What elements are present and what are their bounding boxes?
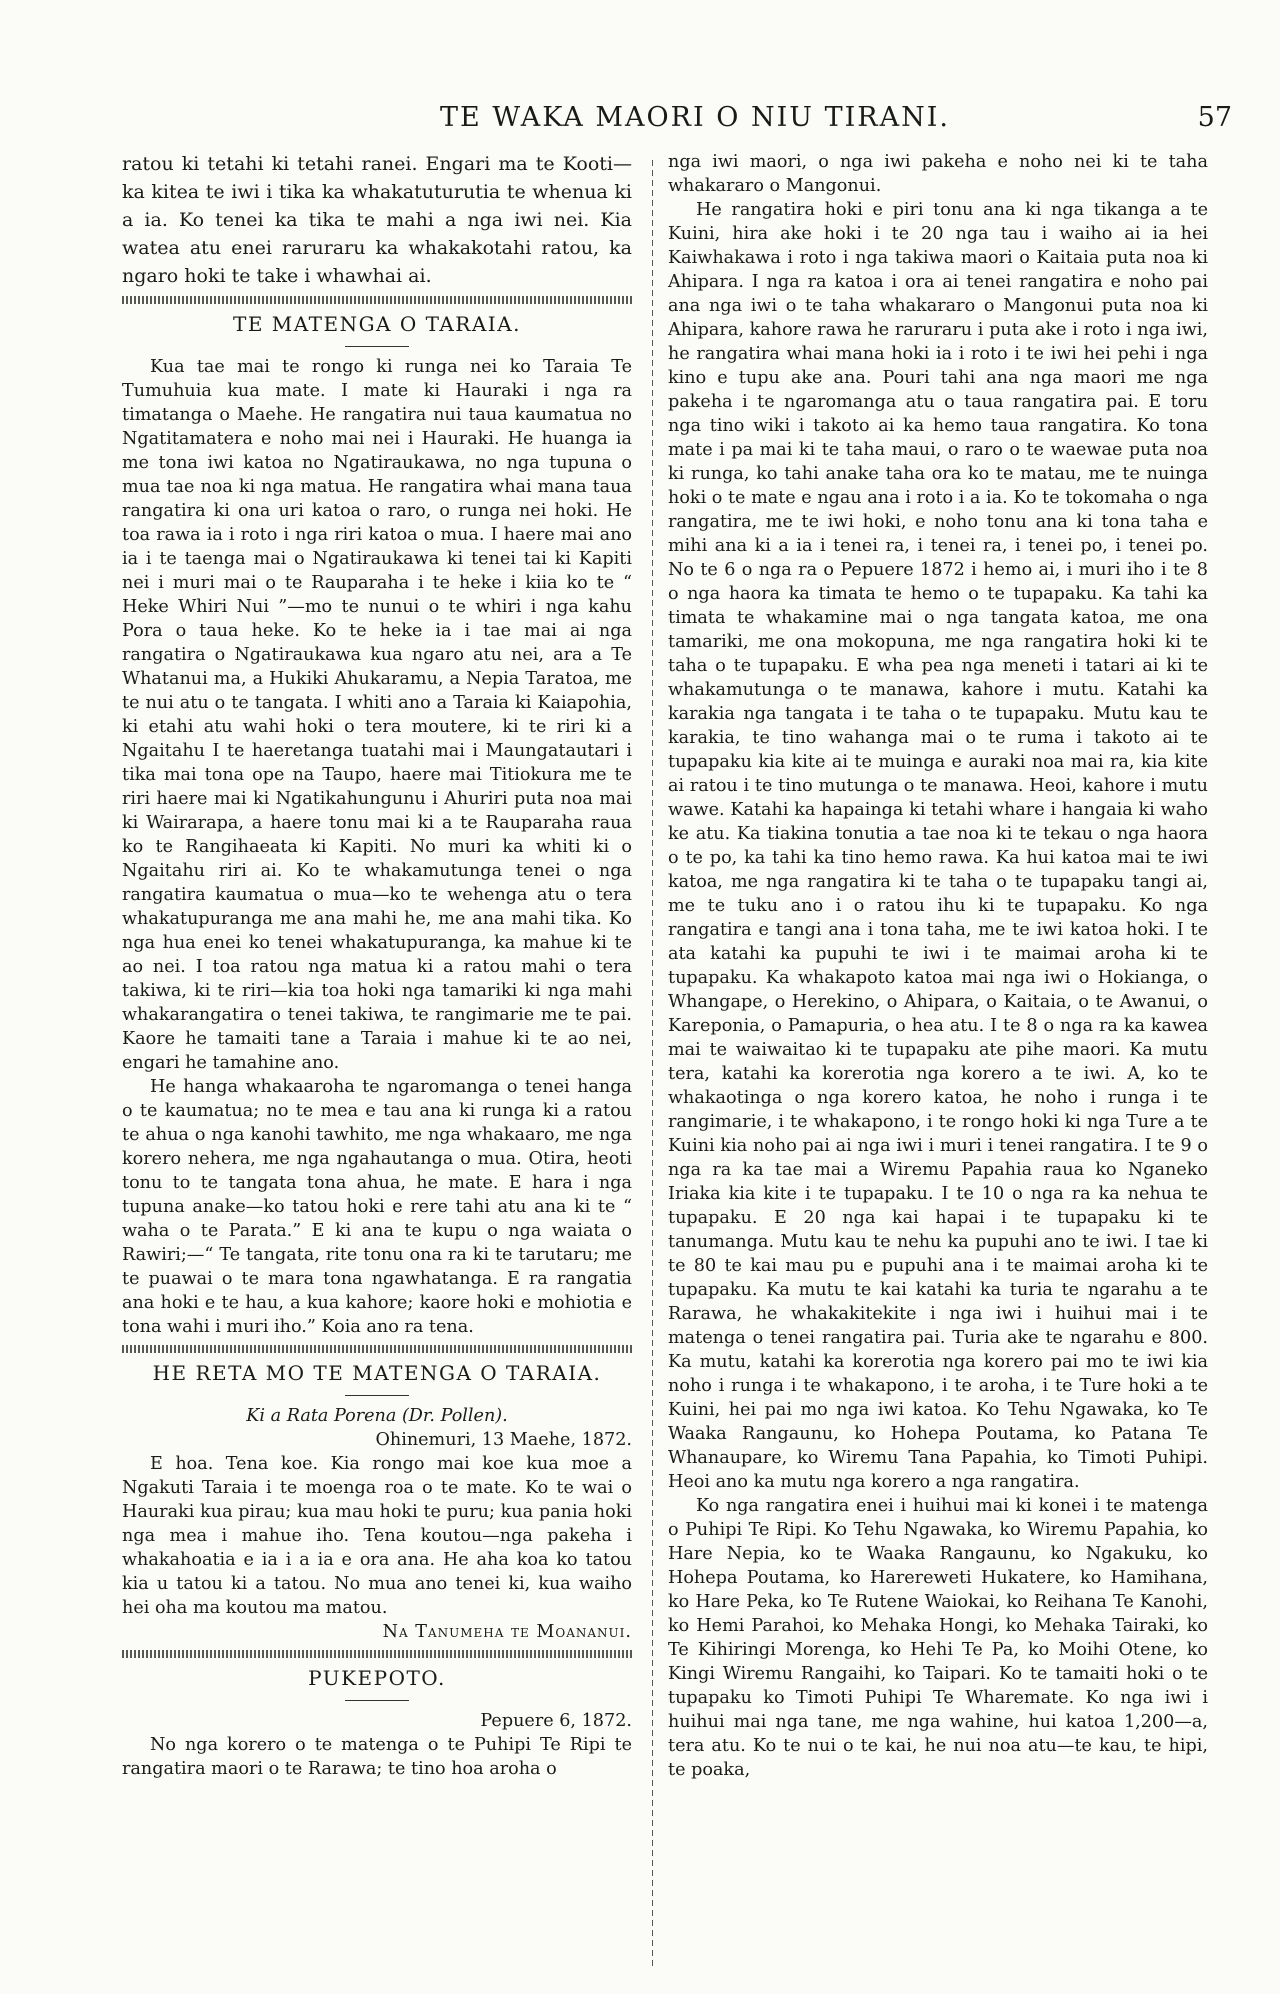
opening-paragraph: ratou ki tetahi ki tetahi ranei. Engari ma te Kooti—ka kitea te iwi i tika ka whakatuturutia te whenua ki a ia. Ko tenei ka tika te mahi a nga iwi nei. Kia watea atu enei raruraru ka whakakotahi ratou, ka ngaro hoki te take i whawhai ai. [122,153,632,287]
left-column [122,150,632,1781]
article-paragraph: nga iwi maori, o nga iwi pakeha e noho nei ki te taha whakararo o Mangonui. [668,152,1208,196]
letter-address: Ki a Rata Porena (Dr. Pollen). [246,1406,508,1426]
article-paragraph: Ko nga rangatira enei i huihui mai ki konei i te matenga o Puhipi Te Ripi. Ko Tehu Ngawaka, ko Wiremu Papahia, ko Hare Nepia, ko te Waaka Rangaunu, ko Ngakuku, ko Hohepa Poutama, ko Harereweti Hukatere, ko Hamihana, ko Hare Peka, ko Te Rutene Waiokai, ko Reihana Te Kanohi, ko Hemi Parahoi, ko Mehaka Hongi, ko Mehaka Tairaki, ko Te Kihiringi Morenga, ko Hehi Te Pa, ko Moihi Otene, ko Kingi Wiremu Rangaihi, ko Taipari. Ko te tamaiti hoki o te tupapaku ko Timoti Puhipi Te Wharemate. Ko nga iwi i huihui mai nga tane, me nga wahine, hui katoa 1,200—a, tera atu. Ko te nui o te kai, he nui noa atu—te kau, te hipi, te poaka, [668,1496,1208,1780]
article-paragraph: He hanga whakaaroha te ngaromanga o tenei hanga o te kaumatua; no te mea e tau ana ki runga ki a ratou te ahua o nga kanohi tawhito, me nga whakaaro, me nga korero nehera, me nga ngahautanga o mua. Otira, heoti tonu to te tangata tona ahua, he mate. E hara i nga tupuna anake—ko tatou hoki e rere tahi atu ana ki te “ waha o te Parata.” E ki ana te kupu o nga waiata o Rawiri;—“ Te tangata, rite tonu ona ra ki te tarutaru; me te puawai o te mara tona ngawhatanga. E ra rangatia ana hoki e te hau, a kua kahore; kaore hoki e mohiotia e tona wahi i muri iho.” Koia ano ra tena. [122,1077,632,1337]
letter-dateline: Ohinemuri, 13 Maehe, 1872. [375,1430,632,1450]
page-header [150,98,1240,138]
page-number: 57 [1197,102,1232,133]
letter-body: E hoa. Tena koe. Kia rongo mai koe kua moe a Ngakuti Taraia i te moenga roa o te mate. Ko te wai o Hauraki kua pirau; kua mau hoki te puru; kua pania hoki nga mea i mahue iho. Tena koutou—nga pakeha i whakahoatia e ia i a ia e ora ana. He aha koa ko tatou kia u tatou ki a tatou. No mua ano tenei ki, kua waiho hei oha ma koutou ma matou. [122,1454,632,1618]
short-rule [345,1700,409,1701]
column-divider [652,160,653,1970]
running-title: TE WAKA MAORI O NIU TIRANI. [440,102,950,133]
pukepoto-dateline: Pepuere 6, 1872. [480,1711,632,1731]
section-heading-matenga: TE MATENGA O TARAIA. [233,312,521,336]
section-rule [122,1650,632,1658]
section-rule [122,296,632,304]
section-heading-pukepoto: PUKEPOTO. [308,1666,446,1690]
letter-signature: Na Tanumeha te Moananui. [382,1622,632,1642]
section-heading-reta: HE RETA MO TE MATENGA O TARAIA. [152,1361,602,1385]
section-rule [122,1345,632,1353]
right-column [668,150,1208,1782]
article-paragraph: Kua tae mai te rongo ki runga nei ko Taraia Te Tumuhuia kua mate. I mate ki Hauraki i nga ra timatanga o Maehe. He rangatira nui taua kaumatua no Ngatitamatera e noho mai nei i Hauraki. He huanga ia me tona iwi katoa no Ngatiraukawa, no nga tupuna o mua tae noa ki nga matua. He rangatira whai mana taua rangatira ki ona uri katoa o raro, o runga nei hoki. He toa rawa ia i roto i nga riri katoa o mua. I haere mai ano ia i te taenga mai o Ngatiraukawa ki tenei tai ki Kapiti nei i muri mai o te Rauparaha i te heke i kiia ko te “ Heke Whiri Nui ”—mo te nunui o te whiri i nga kahu Pora o taua heke. Ko te heke ia i tae mai ai nga rangatira o Ngatiraukawa kua ngaro atu nei, ara a Te Whatanui ma, a Hukiki Ahukaramu, a Nepia Taratoa, me te nui atu o te tangata. I whiti ano a Taraia ki Kaiapohia, ki etahi atu wahi hoki o tera moutere, ki te riri ki a Ngaitahu I te haeretanga tuatahi mai i Maungatautari i tika mai tona ope na Taupo, haere mai Titiokura me te riri haere mai ki Ngatikahungunu i Ahuriri puta noa mai ki Wairarapa, a haere tonu mai ki a te Rauparaha raua ko te Rangihaeata ki Kapiti. No muri ka whiti ki o Ngaitahu riri ai. Ko te whakamutunga tenei o nga rangatira kaumatua o mua—ko te wehenga atu o tera whakatupuranga me ana mahi he, me ana mahi tika. Ko nga hua enei ko tenei whakatupuranga, ka mahue ki te ao nei. I toa ratou nga matua ki a ratou mahi o tera takiwa, ki te riri—kia toa hoki nga tamariki ki nga mahi whakarangatira o tenei takiwa, te rangimarie me te pai. Kaore he tamaiti tane a Taraia i mahue ki te ao nei, engari he tamahine ano. [122,357,632,1073]
short-rule [345,346,409,347]
pukepoto-body: No nga korero o te matenga o te Puhipi Te Ripi te rangatira maori o te Rarawa; te tino hoa aroha o [122,1735,632,1779]
short-rule [345,1395,409,1396]
article-paragraph: He rangatira hoki e piri tonu ana ki nga tikanga a te Kuini, hira ake hoki i te 20 nga tau i waiho ai ia hei Kaiwhakawa i roto i nga takiwa maori o Kaitaia puta noa ki Ahipara. I nga ra katoa i ora ai tenei rangatira e noho pai ana nga iwi o te taha whakararo o Mangonui puta noa ki Ahipara, kahore rawa he raruraru i puta ake i roto i nga iwi, he rangatira whai mana hoki ia i roto i te iwi hei pehi i nga kino e tupu ake ana. Pouri tahi ana nga maori me nga pakeha i te ngaromanga atu o taua rangatira pai. E toru nga tino wiki i takoto ai ka hemo taua rangatira. Ko tona mate i pa mai ki te taha maui, o raro o te waewae puta noa ki runga, ko tahi anake taha ora ko te matau, me te nuinga hoki o te mate e ngau ana i roto i a ia. Ko te tokomaha o nga rangatira, me te iwi hoki, e noho tonu ana ki tona taha e mihi ana ki a ia i tenei ra, i tenei ra, i tenei po, i tenei po. No te 6 o nga ra o Pepuere 1872 i hemo ai, i muri iho i te 8 o nga haora ka timata te hemo o te tupapaku. Ka tahi ka timata te whakamine mai o nga tangata katoa, me ona tamariki, me ona mokopuna, me nga rangatira hoki ki te taha o te tupapaku. E wha pea nga meneti i tatari ai ki te whakamutunga o te manawa, kahore i mutu. Katahi ka karakia nga tangata i te taha o te tupapaku. Mutu kau te karakia, te tino wahanga mai o te ruma i takoto ai te tupapaku kia kite ai te muinga e auraki noa mai ra, kia kite ai ratou i te tino mutunga o te manawa. Heoi, kahore i mutu wawe. Katahi ka hapainga ki tetahi whare i hangaia ki waho ke atu. Ka tiakina tonutia a tae noa ki te tekau o nga haora o te po, ka tahi ka tino hemo rawa. Ka hui katoa mai te iwi katoa, me nga rangatira ki te taha o te tupapaku tangi ai, me te tuku ano i o ratou ihu ki te tupapaku. Ko nga rangatira e tangi ana i tona taha, me te iwi katoa hoki. I te ata katahi ka pupuhi te iwi i te maimai aroha ki te tupapaku. Ka whakapoto katoa mai nga iwi o Hokianga, o Whangape, o Herekino, o Ahipara, o Kaitaia, o te Awanui, o Kareponia, o Pamapuria, o hea atu. I te 8 o nga ra ka kawea mai te waiwaitao ki te tupapaku ate pihe maori. Ka mutu tera, katahi ka korerotia nga korero a te iwi. A, ko te whakaotinga o nga korero katoa, he noho i runga i te rangimarie, i te whakapono, i te rongo hoki ki nga Ture a te Kuini kia noho pai ai nga iwi i muri i tenei rangatira. I te 9 o nga ra ka tae mai a Wiremu Papahia raua ko Nganeko Iriaka kia kite i te tupapaku. I te 10 o nga ra ka nehua te tupapaku. E 20 nga kai hapai i te tupapaku ki te tanumanga. Mutu kau te nehu ka pupuhi ano te iwi. I tae ki te 80 te kai mau pu e pupuhi ana i te maimai aroha ki te tupapaku. Ka mutu te kai katahi ka turia te ngarahu a te Rarawa, he whakakitekite i nga iwi i huihui mai i te matenga o tenei rangatira pai. Turia ake te ngarahu e 800. Ka mutu, katahi ka korerotia nga korero pai mo te iwi kia noho i runga i te whakapono, i te aroha, i te Ture hoki a te Kuini, hei pai mo nga iwi katoa. Ko Tehu Ngawaka, ko Te Waaka Rangaunu, ko Hohepa Poutama, ko Patana Te Whanaupare, ko Wiremu Tana Papahia, ko Timoti Puhipi. Heoi ano ka mutu nga korero a nga rangatira. [668,200,1209,1492]
